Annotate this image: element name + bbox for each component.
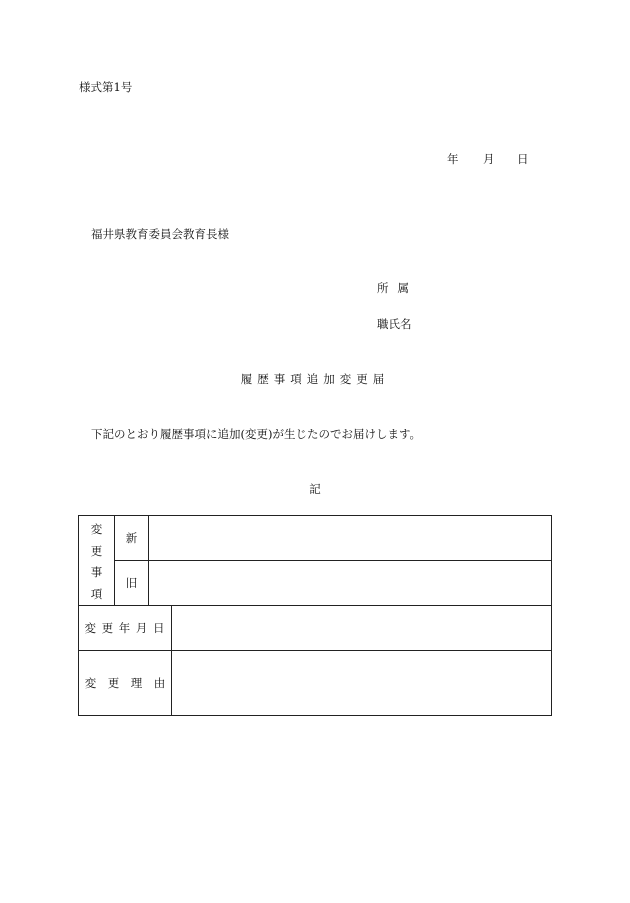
change-reason-field[interactable] — [172, 651, 551, 715]
affiliation-label: 所属 — [377, 281, 418, 295]
change-item-char: 更 — [90, 543, 103, 558]
change-reason-label: 変 更 理 由 — [84, 676, 166, 690]
change-table — [78, 515, 552, 716]
old-value-field[interactable] — [149, 561, 551, 605]
date-month-label: 月 — [483, 152, 495, 166]
new-value-field[interactable] — [149, 516, 551, 560]
name-title-label: 職氏名 — [377, 317, 412, 331]
change-date-label: 変 更 年 月 日 — [84, 621, 166, 635]
ki-heading: 記 — [309, 482, 321, 496]
change-date-field[interactable] — [172, 606, 551, 650]
form-number: 様式第1号 — [79, 80, 133, 94]
change-item-char: 事 — [90, 565, 103, 579]
body-text: 下記のとおり履歴事項に追加(変更)が生じたのでお届けします。 — [91, 427, 422, 441]
old-label: 旧 — [125, 576, 138, 590]
new-label: 新 — [125, 531, 138, 545]
date-year-label: 年 — [447, 152, 459, 166]
table-divider — [114, 516, 115, 605]
document-title: 履歴事項追加変更届 — [240, 372, 390, 386]
change-item-char: 項 — [90, 586, 103, 601]
date-day-label: 日 — [517, 152, 529, 166]
change-item-label — [79, 524, 114, 600]
change-item-char: 変 — [90, 522, 103, 536]
addressee: 福井県教育委員会教育長様 — [91, 227, 229, 241]
